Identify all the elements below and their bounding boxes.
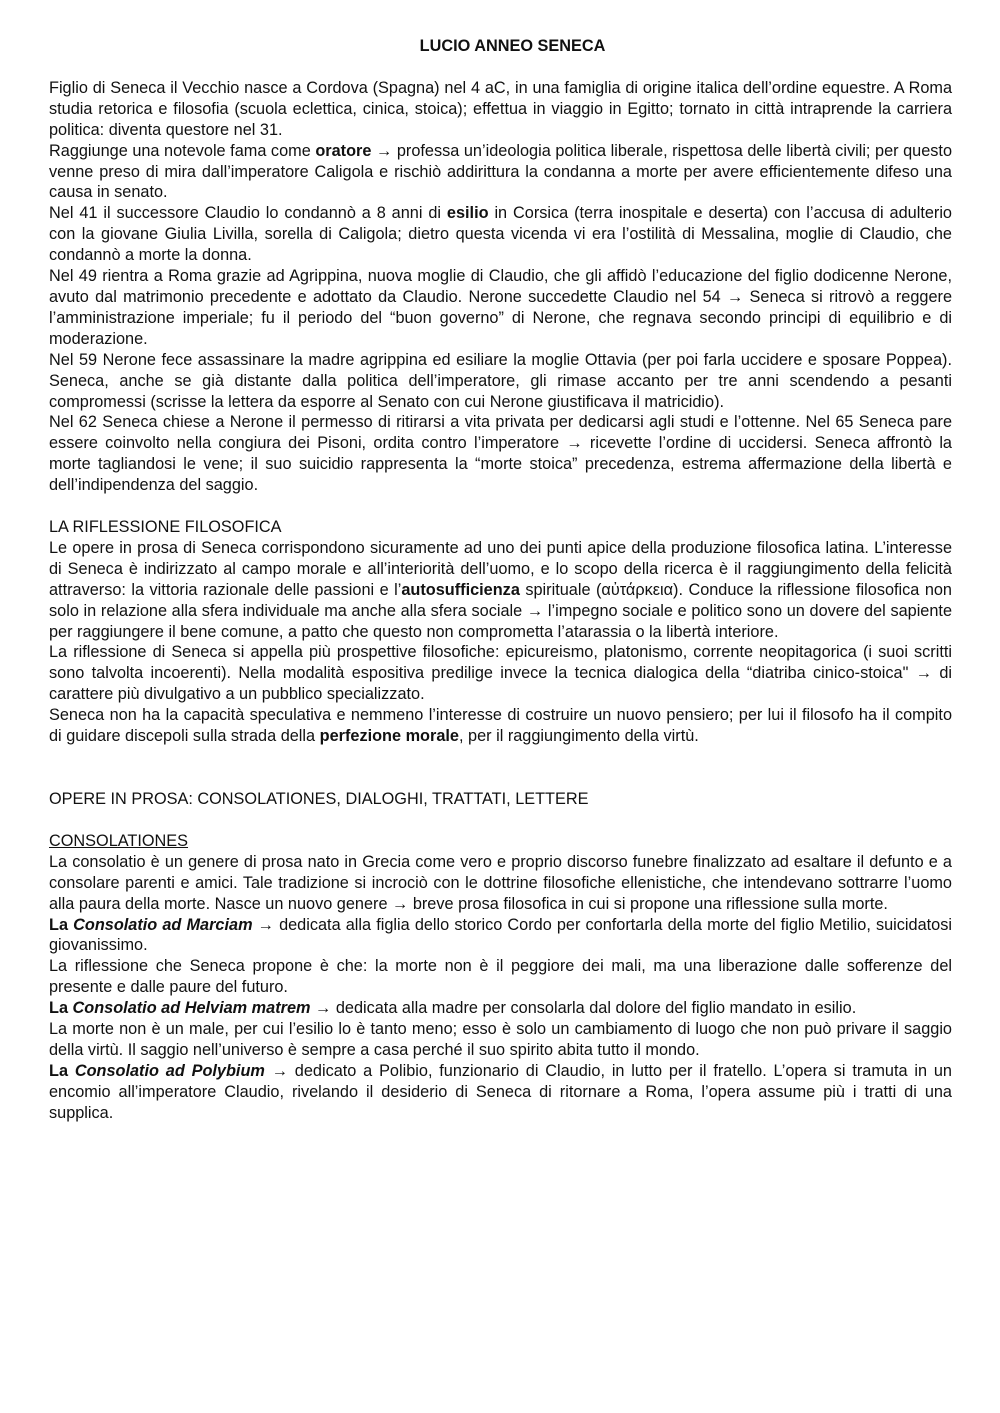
consolatio-marciam	[49, 915, 952, 957]
text-span: in Corsica (terra inospitale e deserta) con l’accusa di adulterio con la giovane Giulia Livilla, sorella di Caligola; dietro questa vicenda vi era l’ostilità di Messalina, moglie di Claudio, che condannò a morte la donna.	[49, 204, 952, 265]
bold-term-autosufficienza: autosufficienza	[401, 580, 520, 599]
helviam-reflection: La morte non è un male, per cui l’esilio lo è tanto meno; esso è solo un cambiamento di luogo che non può privare il saggio della virtù. Il saggio nell’universo è sempre a casa perché il suo spirito abita tutto il mondo.	[49, 1020, 952, 1059]
philosophy-paragraph-2: La riflessione di Seneca si appella più prospettive filosofiche: epicureismo, platonismo, corrente neopitagorica (i suoi scritti sono talvolta incoerenti). Nella modalità espositiva predilige invece la tecnica dialogica della “diatriba cinico-stoica" → di carattere più divulgativo a un pubblico specializzato.	[49, 643, 952, 704]
page-title: LUCIO ANNEO SENECA	[419, 37, 606, 55]
subheading-consolationes: CONSOLATIONES	[49, 831, 189, 850]
consolatio-helviam	[49, 998, 952, 1019]
bio-paragraph-5: Nel 59 Nerone fece assassinare la madre agrippina ed esiliare la moglie Ottavia (per poi farla uccidere e sposare Poppea). Seneca, anche se già distante dalla politica dell’imperatore, gli rimase accanto per tre anni scendendo a pesanti compromessi (scrisse la lettera da esporre al Senato con cui Nerone giustificava il matricidio).	[49, 350, 952, 411]
text-span: Nel 41 il successore Claudio lo condannò a 8 anni di	[49, 204, 447, 223]
bold-term-oratore: oratore	[315, 141, 372, 160]
text-span: Le opere in prosa di Seneca corrispondono sicuramente ad uno dei punti apice della produzione filosofica latina. L’interesse di Seneca è indirizzato al campo morale e all’interiorità dell’uomo, e lo scopo della ricerca è il raggiungimento della felicità attraverso: la vittoria razionale delle passioni e l’	[49, 538, 952, 599]
text-span: Raggiunge una notevole fama come	[49, 141, 316, 160]
consolatio-polybium	[49, 1061, 952, 1124]
bio-paragraph-4: Nel 49 rientra a Roma grazie ad Agrippina, nuova moglie di Claudio, che gli affidò l’educazione del figlio dodicenne Nerone, avuto dal matrimonio precedente e adottato da Claudio. Nerone succedette Claudio nel 54 → Seneca si ritrovò a reggere l’amministrazione imperiale; fu il periodo del “buon governo” di Nerone, che regnava secondo principi di equilibrio e di moderazione.	[49, 267, 952, 348]
consolationes-paragraph-1: La consolatio è un genere di prosa nato in Grecia come vero e proprio discorso funebre finalizzato ad esaltare il defunto e a consolare parenti e amici. Tale tradizione si incrociò con le dottrine filosofiche ellenistiche, che intendevano sottrarre l’uomo alla paura della morte. Nasce un nuovo genere → breve prosa filosofica in cui si propone una riflessione sulla morte.	[49, 852, 952, 913]
spacer	[49, 496, 952, 517]
marciam-reflection: La riflessione che Seneca propone è che: la morte non è il peggiore dei mali, ma una liberazione dalle sofferenze del presente e dalle paure del futuro.	[49, 957, 952, 997]
bio-paragraph-2	[49, 141, 952, 204]
text-span: → dedicata alla figlia dello storico Cordo per confortarla della morte del figlio Metilio, suicidatosi giovanissimo.	[49, 915, 952, 955]
text-span: → dedicata alla madre per consolarla dal dolore del figlio mandato in esilio.	[310, 999, 857, 1018]
bold-la: La	[49, 1061, 75, 1080]
work-title-marciam: Consolatio ad Marciam	[73, 915, 253, 934]
text-span: , per il raggiungimento della virtù.	[458, 727, 699, 746]
bold-la: La	[49, 915, 74, 934]
bio-paragraph-3	[49, 203, 952, 266]
bold-term-esilio: esilio	[446, 204, 489, 223]
bio-paragraph-1: Figlio di Seneca il Vecchio nasce a Cordova (Spagna) nel 4 aC, in una famiglia di origine italica dell’ordine equestre. A Roma studia retorica e filosofia (scuola eclettica, cinica, stoica); effettua in viaggio in Egitto; tornato in città intraprende la carriera politica: diventa questore nel 31.	[49, 78, 952, 139]
text-span: → professa un’ideologia politica liberale, rispettosa delle libertà civili; per questo venne preso di mira dall’imperatore Caligola e rischiò addirittura la condanna a morte per avere efficientemente difeso una causa in senato.	[49, 141, 953, 202]
work-title-helviam: Consolatio ad Helviam matrem	[72, 999, 311, 1018]
section-heading-works: OPERE IN PROSA: CONSOLATIONES, DIALOGHI, TRATTATI, LETTERE	[49, 790, 589, 808]
text-span: spirituale (αὐτάρκεια). Conduce la riflessione filosofica non solo in relazione alla sfera individuale ma anche alla sfera sociale → l’impegno sociale e politico sono un dovere del sapiente per raggiungere il bene comune, a patto che questo non comprometta l’atarassia o la libertà interiore.	[49, 580, 952, 641]
spacer	[49, 747, 952, 789]
document-page	[49, 36, 952, 1124]
spacer	[49, 810, 952, 831]
work-title-polybium: Consolatio ad Polybium	[74, 1061, 265, 1080]
section-heading-philosophy: LA RIFLESSIONE FILOSOFICA	[49, 518, 282, 537]
philosophy-paragraph-3	[49, 705, 952, 747]
bold-term-perfezione: perfezione morale	[319, 727, 459, 746]
bio-paragraph-6: Nel 62 Seneca chiese a Nerone il permesso di ritirarsi a vita privata per dedicarsi agli studi e l’ottenne. Nel 65 Seneca pare essere coinvolto nella congiura dei Pisoni, ordita contro l’imperatore → ricevette l’ordine di uccidersi. Seneca affrontò la morte tagliandosi le vene; il suo suicidio rappresenta la “morte stoica” precedenza, estrema affermazione della libertà e dell’indipendenza del saggio.	[49, 413, 952, 495]
bold-la: La	[49, 999, 73, 1018]
text-span: → dedicato a Polibio, funzionario di Claudio, in lutto per il fratello. L’opera si tramuta in un encomio all’imperatore Claudio, rivelando il desiderio di Seneca di ritornare a Roma, l’opera assume più i tratti di una supplica.	[49, 1061, 952, 1122]
text-span: Seneca non ha la capacità speculativa e nemmeno l’interesse di costruire un nuovo pensiero; per lui il filosofo ha il compito di guidare discepoli sulla strada della	[49, 706, 952, 746]
philosophy-paragraph-1	[49, 538, 952, 643]
